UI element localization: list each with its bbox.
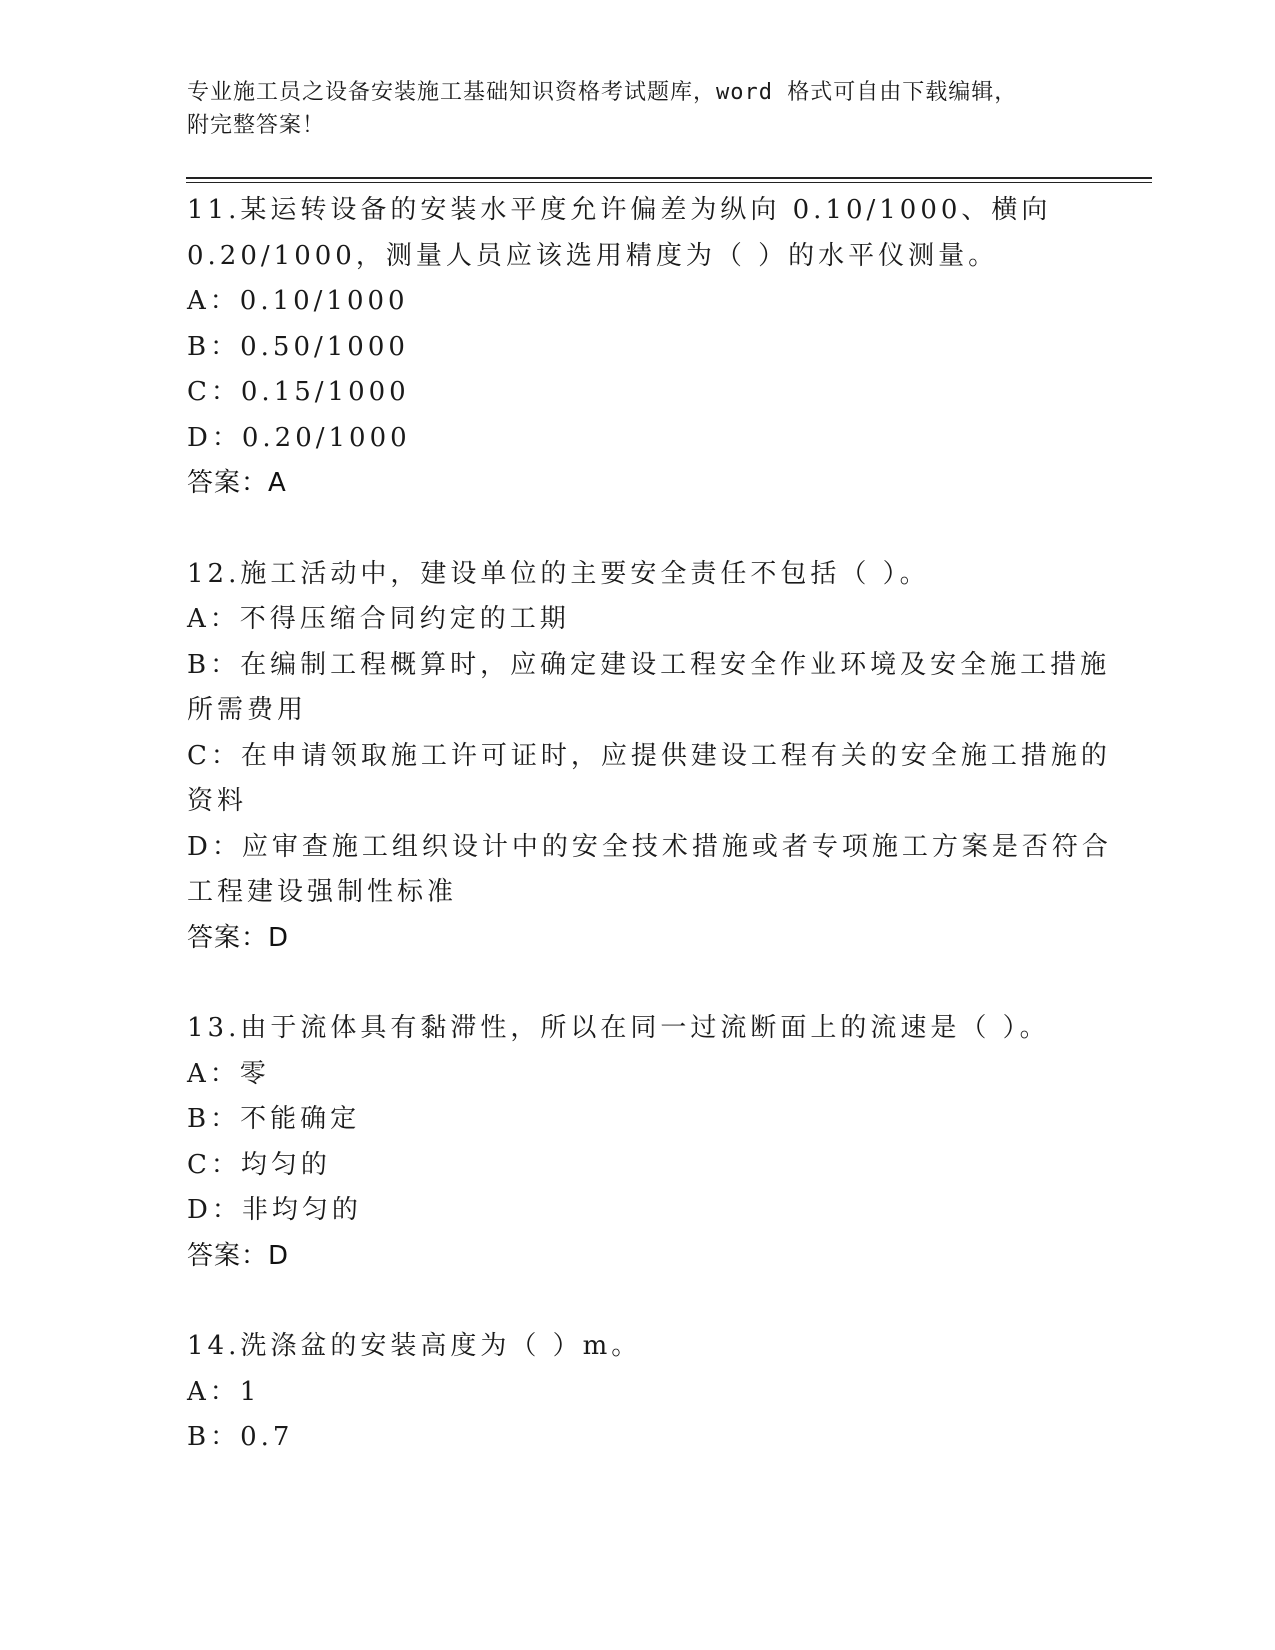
option-a: A：1 [187, 1376, 261, 1407]
answer-line: 答案：D [187, 1240, 290, 1271]
option-c: C：均匀的 [187, 1149, 331, 1180]
header-line-2: 附完整答案！ [187, 113, 326, 138]
option-c: C：0.15/1000 [187, 377, 410, 407]
question-12 [187, 552, 1112, 962]
option-a: A：零 [187, 1058, 270, 1089]
question-13 [187, 1006, 1087, 1279]
option-b: B：不能确定 [187, 1104, 361, 1134]
question-list [187, 188, 1112, 1506]
header-line-1: 专业施工员之设备安装施工基础知识资格考试题库，word 格式可自由下载编辑， [187, 80, 1018, 105]
question-11 [187, 188, 1087, 507]
question-stem: 14.洗涤盆的安装高度为（ ）m。 [187, 1331, 642, 1361]
option-c-continued: 资料 [187, 786, 248, 816]
question-14 [187, 1324, 1087, 1461]
question-stem-continued: 0.20/1000，测量人员应该选用精度为（ ）的水平仪测量。 [187, 240, 999, 271]
question-stem: 13.由于流体具有黏滞性，所以在同一过流断面上的流速是（ ）。 [187, 1013, 1050, 1043]
answer-line: 答案：D [187, 922, 290, 953]
option-d: D：应审查施工组织设计中的安全技术措施或者专项施工方案是否符合 [187, 831, 1112, 862]
answer-line: 答案：A [187, 468, 287, 498]
option-b: B：0.50/1000 [187, 331, 409, 362]
option-d-continued: 工程建设强制性标准 [187, 877, 458, 907]
question-stem: 11.某运转设备的安装水平度允许偏差为纵向 0.10/1000、横向 [187, 195, 1052, 225]
header-divider-bottom [186, 182, 1152, 183]
option-b: B：0.7 [187, 1422, 294, 1452]
option-a: A：0.10/1000 [187, 286, 409, 316]
option-d: D：非均匀的 [187, 1195, 362, 1225]
question-stem: 12.施工活动中，建设单位的主要安全责任不包括（ ）。 [187, 558, 930, 589]
header-divider-top [186, 177, 1152, 179]
option-a: A：不得压缩合同约定的工期 [187, 604, 570, 634]
option-d: D：0.20/1000 [187, 422, 411, 453]
document-header [187, 76, 1087, 142]
option-b-continued: 所需费用 [187, 695, 308, 725]
option-b: B：在编制工程概算时，应确定建设工程安全作业环境及安全施工措施 [187, 649, 1111, 680]
option-c: C：在申请领取施工许可证时，应提供建设工程有关的安全施工措施的 [187, 740, 1111, 771]
